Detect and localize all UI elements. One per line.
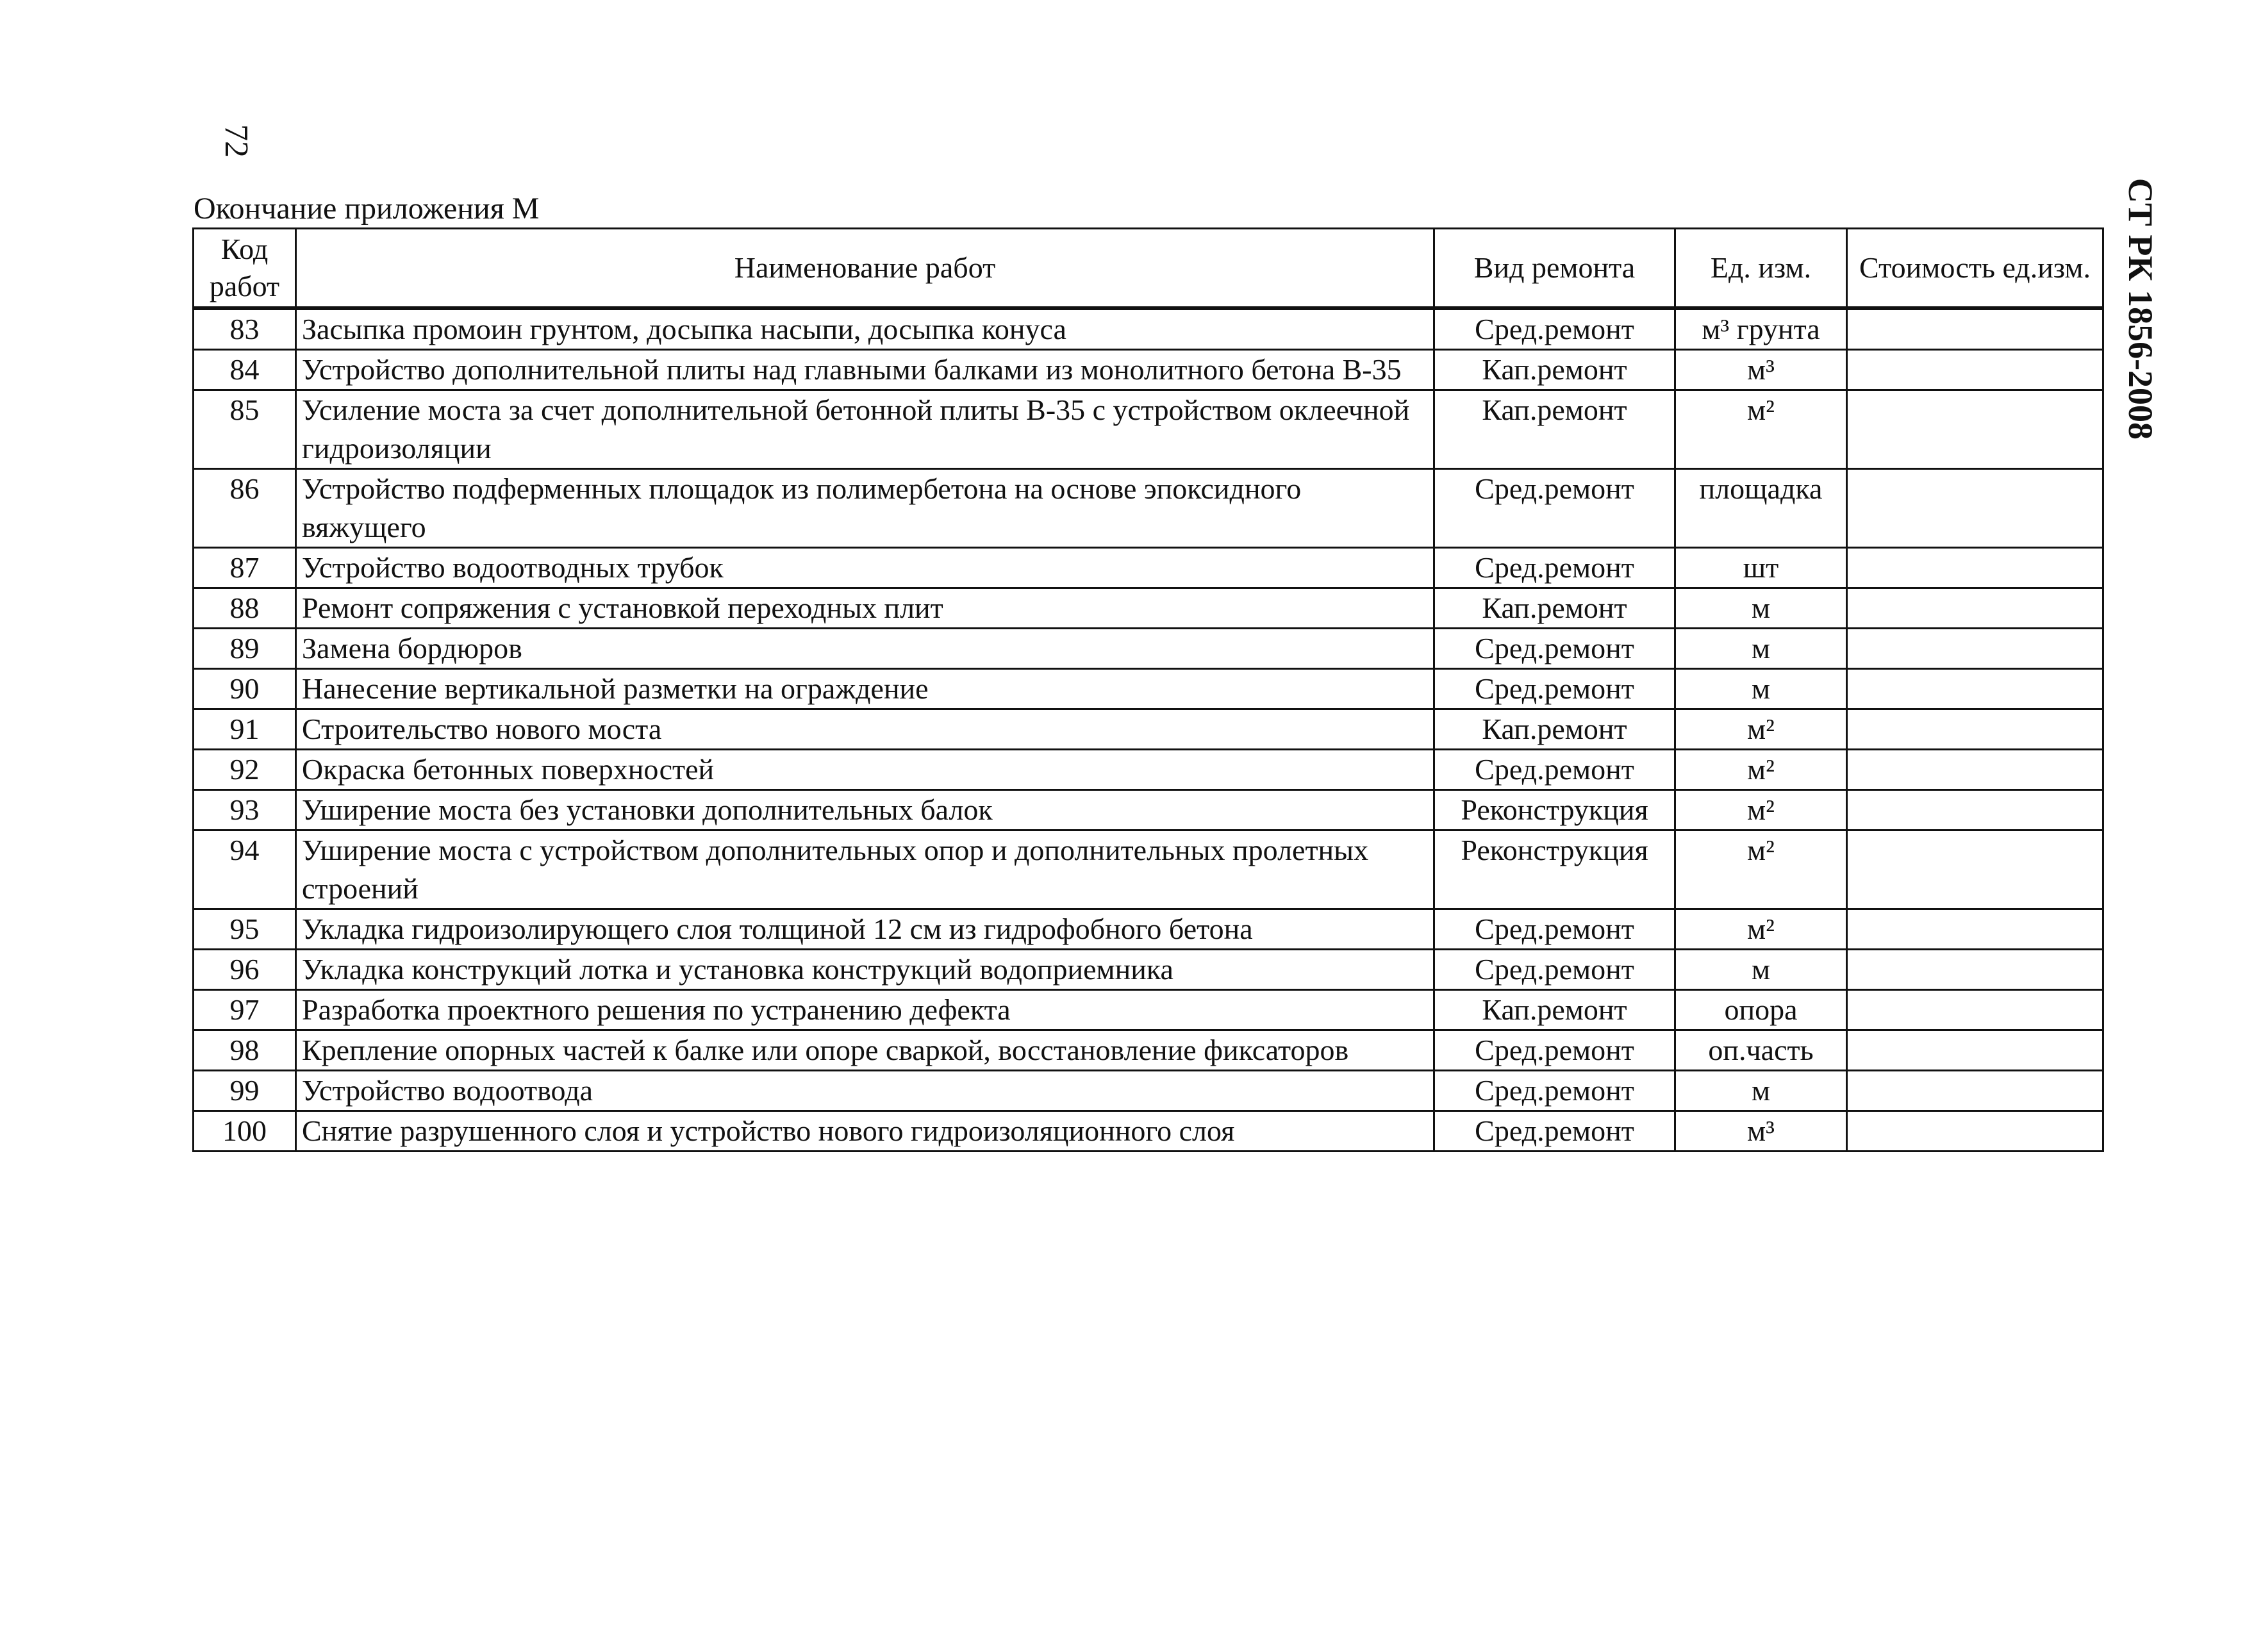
table-row (194, 1111, 2103, 1152)
cell-kind: Сред.ремонт (1434, 750, 1675, 790)
cell-kind: Реконструкция (1434, 790, 1675, 830)
cell-name: Укладка конструкций лотка и установка конструкций водоприемника (296, 950, 1434, 990)
cell-kind: Кап.ремонт (1434, 390, 1675, 469)
cell-name: Устройство подферменных площадок из полимербетона на основе эпоксидного вяжущего (296, 469, 1434, 548)
cell-unit: м² (1675, 390, 1847, 469)
table-row (194, 669, 2103, 709)
cell-cost (1847, 588, 2103, 629)
table-row (194, 350, 2103, 390)
cell-cost (1847, 909, 2103, 950)
table-caption: Окончание приложения М (194, 192, 540, 226)
cell-cost (1847, 1071, 2103, 1111)
cell-kind: Сред.ремонт (1434, 950, 1675, 990)
cell-kind: Сред.ремонт (1434, 1030, 1675, 1071)
cell-cost (1847, 390, 2103, 469)
table-row (194, 750, 2103, 790)
cell-unit: опора (1675, 990, 1847, 1030)
cell-cost (1847, 548, 2103, 588)
cell-code: 99 (194, 1071, 296, 1111)
cell-name: Устройство дополнительной плиты над главными балками из монолитного бетона В-35 (296, 350, 1434, 390)
table-row (194, 308, 2103, 350)
table-row (194, 469, 2103, 548)
cell-code: 96 (194, 950, 296, 990)
cell-code: 90 (194, 669, 296, 709)
table-row (194, 990, 2103, 1030)
cell-unit: м (1675, 950, 1847, 990)
document-code: СТ РК 1856-2008 (2121, 178, 2160, 440)
header-code: Код работ (194, 229, 296, 309)
table-row (194, 548, 2103, 588)
cell-code: 93 (194, 790, 296, 830)
cell-name: Снятие разрушенного слоя и устройство нового гидроизоляционного слоя (296, 1111, 1434, 1152)
cell-code: 84 (194, 350, 296, 390)
table-row (194, 1071, 2103, 1111)
cell-code: 83 (194, 308, 296, 350)
cell-code: 97 (194, 990, 296, 1030)
cell-kind: Кап.ремонт (1434, 350, 1675, 390)
header-unit: Ед. изм. (1675, 229, 1847, 309)
cell-kind: Кап.ремонт (1434, 990, 1675, 1030)
cell-kind: Сред.ремонт (1434, 1071, 1675, 1111)
cell-kind: Сред.ремонт (1434, 669, 1675, 709)
cell-unit: м² (1675, 790, 1847, 830)
header-name: Наименование работ (296, 229, 1434, 309)
cell-code: 85 (194, 390, 296, 469)
cell-unit: м² (1675, 909, 1847, 950)
cell-code: 94 (194, 830, 296, 909)
table-row (194, 909, 2103, 950)
cell-cost (1847, 1111, 2103, 1152)
cell-cost (1847, 950, 2103, 990)
cell-kind: Сред.ремонт (1434, 629, 1675, 669)
works-table (192, 227, 2104, 1152)
cell-code: 89 (194, 629, 296, 669)
cell-unit: м² (1675, 750, 1847, 790)
page-number: 72 (218, 124, 254, 158)
cell-cost (1847, 790, 2103, 830)
cell-kind: Реконструкция (1434, 830, 1675, 909)
cell-kind: Сред.ремонт (1434, 469, 1675, 548)
table-row (194, 629, 2103, 669)
table-body (194, 308, 2103, 1152)
cell-name: Строительство нового моста (296, 709, 1434, 750)
cell-cost (1847, 709, 2103, 750)
cell-unit: м (1675, 629, 1847, 669)
table-header-row (194, 229, 2103, 309)
header-kind: Вид ремонта (1434, 229, 1675, 309)
cell-code: 86 (194, 469, 296, 548)
cell-unit: м (1675, 1071, 1847, 1111)
table-row (194, 709, 2103, 750)
table-row (194, 950, 2103, 990)
cell-kind: Сред.ремонт (1434, 909, 1675, 950)
cell-name: Нанесение вертикальной разметки на ограждение (296, 669, 1434, 709)
cell-name: Уширение моста с устройством дополнительных опор и дополнительных пролетных строений (296, 830, 1434, 909)
cell-unit: м² (1675, 830, 1847, 909)
cell-name: Разработка проектного решения по устранению дефекта (296, 990, 1434, 1030)
cell-kind: Кап.ремонт (1434, 709, 1675, 750)
cell-code: 91 (194, 709, 296, 750)
cell-unit: площадка (1675, 469, 1847, 548)
cell-name: Усиление моста за счет дополнительной бетонной плиты В-35 с устройством оклеечной гидроизоляции (296, 390, 1434, 469)
cell-kind: Сред.ремонт (1434, 308, 1675, 350)
cell-cost (1847, 830, 2103, 909)
table-row (194, 1030, 2103, 1071)
cell-name: Устройство водоотводных трубок (296, 548, 1434, 588)
cell-name: Окраска бетонных поверхностей (296, 750, 1434, 790)
cell-unit: м³ (1675, 1111, 1847, 1152)
table-row (194, 830, 2103, 909)
cell-code: 98 (194, 1030, 296, 1071)
cell-name: Устройство водоотвода (296, 1071, 1434, 1111)
cell-code: 95 (194, 909, 296, 950)
cell-code: 88 (194, 588, 296, 629)
table-row (194, 790, 2103, 830)
cell-name: Укладка гидроизолирующего слоя толщиной 12 см из гидрофобного бетона (296, 909, 1434, 950)
cell-code: 87 (194, 548, 296, 588)
header-cost: Стоимость ед.изм. (1847, 229, 2103, 309)
cell-unit: м (1675, 588, 1847, 629)
table-row (194, 390, 2103, 469)
cell-cost (1847, 1030, 2103, 1071)
cell-cost (1847, 990, 2103, 1030)
cell-unit: шт (1675, 548, 1847, 588)
cell-code: 100 (194, 1111, 296, 1152)
cell-name: Уширение моста без установки дополнительных балок (296, 790, 1434, 830)
cell-cost (1847, 308, 2103, 350)
cell-unit: м³ грунта (1675, 308, 1847, 350)
cell-unit: оп.часть (1675, 1030, 1847, 1071)
cell-name: Крепление опорных частей к балке или опоре сваркой, восстановление фиксаторов (296, 1030, 1434, 1071)
table-row (194, 588, 2103, 629)
cell-unit: м³ (1675, 350, 1847, 390)
cell-cost (1847, 469, 2103, 548)
cell-cost (1847, 750, 2103, 790)
cell-kind: Кап.ремонт (1434, 588, 1675, 629)
cell-name: Ремонт сопряжения с установкой переходных плит (296, 588, 1434, 629)
cell-name: Засыпка промоин грунтом, досыпка насыпи, досыпка конуса (296, 308, 1434, 350)
cell-cost (1847, 350, 2103, 390)
cell-kind: Сред.ремонт (1434, 548, 1675, 588)
cell-cost (1847, 629, 2103, 669)
cell-name: Замена бордюров (296, 629, 1434, 669)
cell-unit: м (1675, 669, 1847, 709)
cell-cost (1847, 669, 2103, 709)
cell-kind: Сред.ремонт (1434, 1111, 1675, 1152)
cell-unit: м² (1675, 709, 1847, 750)
cell-code: 92 (194, 750, 296, 790)
